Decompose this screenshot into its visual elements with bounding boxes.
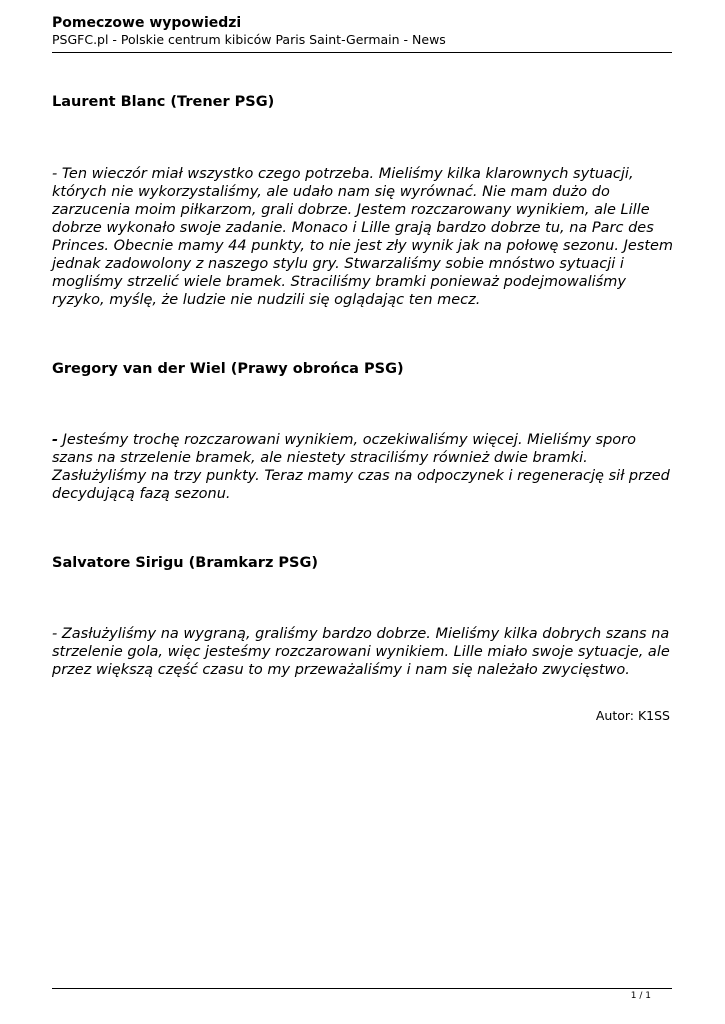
footer-divider	[52, 988, 672, 989]
document-title: Pomeczowe wypowiedzi	[52, 15, 242, 31]
speaker-heading: Gregory van der Wiel (Prawy obrońca PSG)	[52, 361, 404, 377]
quote-paragraph	[52, 625, 674, 679]
quote-dash: -	[52, 626, 58, 642]
header-divider	[52, 52, 672, 53]
document-header	[52, 15, 672, 48]
quote-text: Ten wieczór miał wszystko czego potrzeba. Mieliśmy kilka klarownych sytuacji, których nie wykorzystaliśmy, ale udało nam się wyrównać. Nie mam dużo do zarzucenia moim piłkarzom, grali dobrze. Jestem rozczarowany wynikiem, ale Lille dobrze wykonało swoje zadanie. Monaco i Lille grają bardzo dobrze tu, na Parc des Princes. Obecnie mamy 44 punkty, to nie jest zły wynik jak na połowę sezonu. Jestem jednak zadowolony z naszego stylu gry. Stwarzaliśmy sobie mnóstwo sytuacji i mogliśmy strzelić wiele bramek. Straciliśmy bramki ponieważ podejmowaliśmy ryzyko, myślę, że ludzie nie nudzili się oglądając ten mecz.	[52, 166, 674, 308]
author-credit: Autor: K1SS	[595, 708, 670, 723]
quote-paragraph	[52, 165, 674, 309]
page-number: 1 / 1	[630, 991, 651, 1001]
speaker-heading: Laurent Blanc (Trener PSG)	[52, 94, 275, 110]
document-subtitle: PSGFC.pl - Polskie centrum kibiców Paris Saint-Germain - News	[52, 32, 446, 47]
article-body	[52, 92, 674, 737]
speaker-heading: Salvatore Sirigu (Bramkarz PSG)	[52, 555, 319, 571]
quote-dash: -	[52, 432, 59, 448]
quote-paragraph	[52, 431, 674, 503]
quote-text: Zasłużyliśmy na wygraną, graliśmy bardzo dobrze. Mieliśmy kilka dobrych szans na strzelenie gola, więc jesteśmy rozczarowani wynikiem. Lille miało swoje sytuacje, ale przez większą część czasu to my przeważaliśmy i nam się należało zwycięstwo.	[52, 626, 670, 678]
quote-dash: -	[52, 166, 58, 182]
quote-text: Jesteśmy trochę rozczarowani wynikiem, oczekiwaliśmy więcej. Mieliśmy sporo szans na strzelenie bramek, ale niestety straciliśmy również dwie bramki. Zasłużyliśmy na trzy punkty. Teraz mamy czas na odpoczynek i regenerację sił przed decydującą fazą sezonu.	[52, 432, 670, 502]
